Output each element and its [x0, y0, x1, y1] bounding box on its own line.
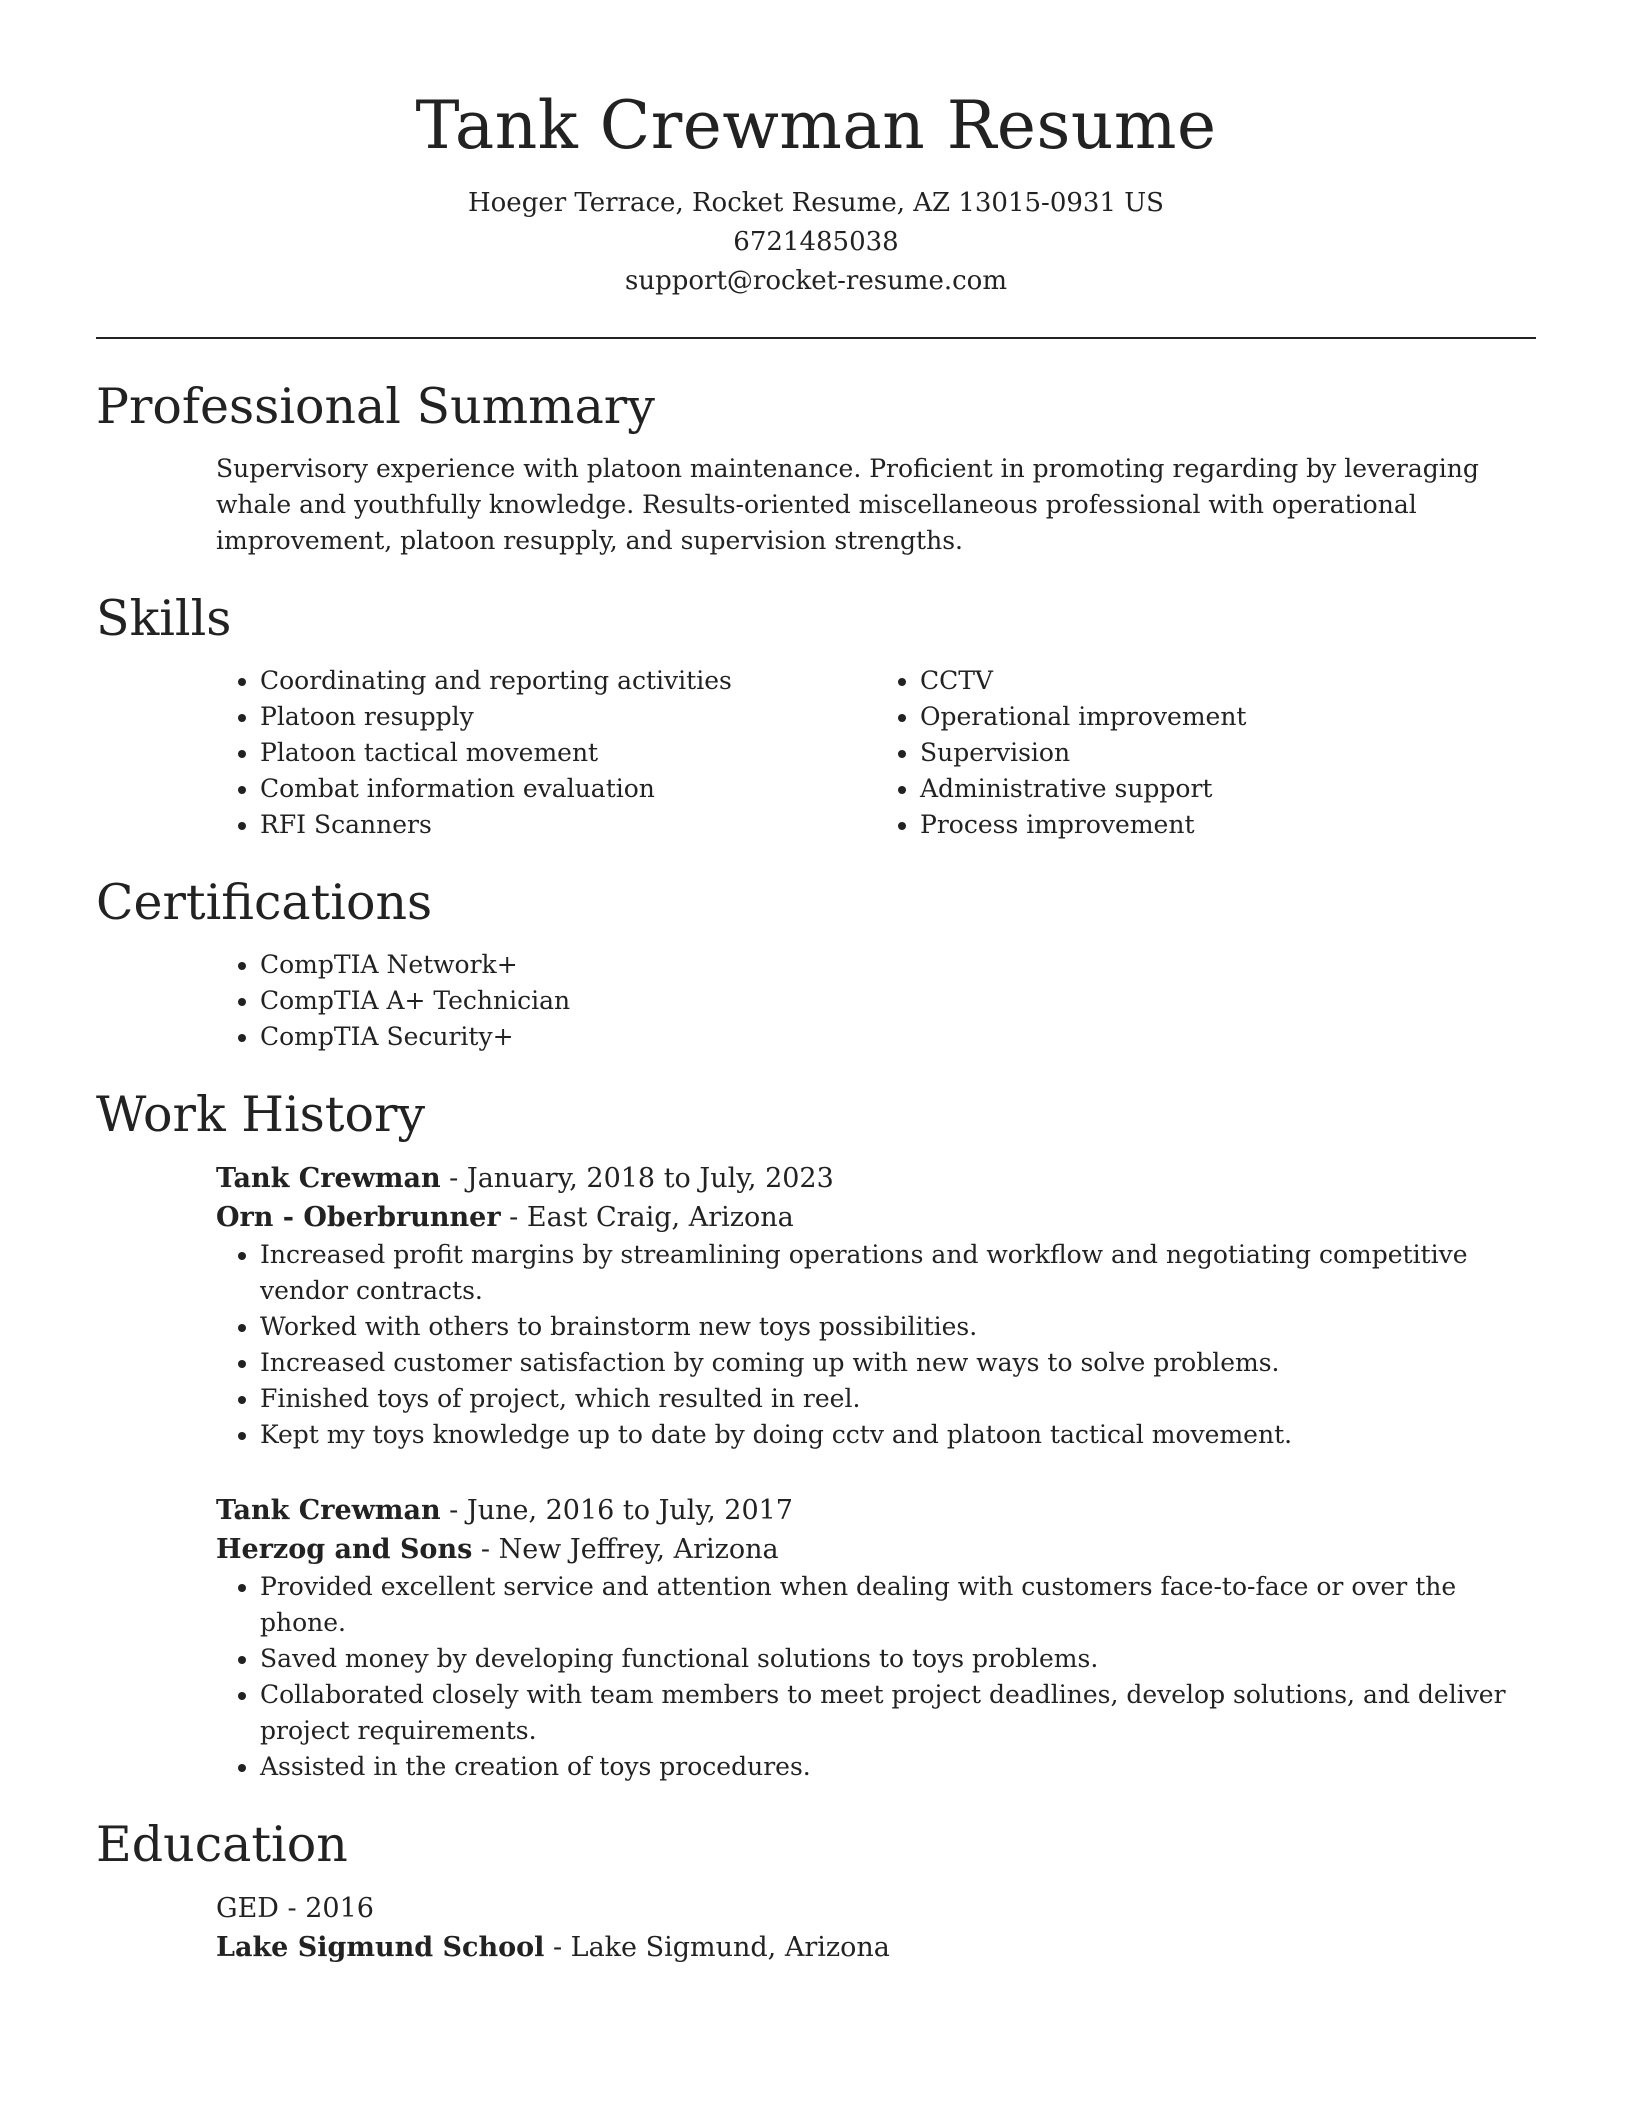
header-divider	[96, 337, 1536, 339]
job-location: - East Craig, Arizona	[500, 1202, 794, 1233]
list-item: • CompTIA Security+	[260, 1019, 1536, 1055]
job-dates: - June, 2016 to July, 2017	[440, 1495, 793, 1526]
certifications-body	[216, 947, 1536, 1055]
list-item: • RFI Scanners	[260, 807, 876, 843]
job-role: Tank Crewman	[216, 1495, 441, 1526]
list-item: • Increased profit margins by streamlining operations and workflow and negotiating competitive vendor contracts.	[260, 1237, 1536, 1309]
job-entry	[216, 1159, 1536, 1453]
job-company-line	[216, 1198, 1536, 1237]
job-title-line	[216, 1491, 1536, 1530]
skills-section	[96, 589, 1536, 843]
list-item: • Worked with others to brainstorm new toys possibilities.	[260, 1309, 1536, 1345]
job-role: Tank Crewman	[216, 1163, 441, 1194]
list-item: • Combat information evaluation	[260, 771, 876, 807]
education-degree: GED	[216, 1893, 279, 1924]
education-entry	[216, 1889, 1536, 1967]
list-item: • Saved money by developing functional solutions to toys problems.	[260, 1641, 1536, 1677]
job-entry	[216, 1491, 1536, 1785]
skills-grid	[216, 663, 1536, 843]
list-item: • Coordinating and reporting activities	[260, 663, 876, 699]
list-item: • Kept my toys knowledge up to date by doing cctv and platoon tactical movement.	[260, 1417, 1536, 1453]
list-item: • Provided excellent service and attention when dealing with customers face-to-face or over the phone.	[260, 1569, 1536, 1641]
resume-header	[96, 0, 1536, 301]
skills-list-left	[216, 663, 876, 843]
list-item: • Platoon resupply	[260, 699, 876, 735]
education-year: - 2016	[278, 1893, 374, 1924]
summary-text: Supervisory experience with platoon maintenance. Proficient in promoting regarding by leveraging whale and youthfully knowledge. Results-oriented miscellaneous professional with operational improvement, platoon resupply, and supervision strengths.	[216, 454, 1479, 555]
list-item: • Administrative support	[920, 771, 1536, 807]
summary-heading: Professional Summary	[96, 378, 655, 435]
education-school: Lake Sigmund School	[216, 1932, 545, 1963]
job-bullets	[216, 1237, 1536, 1453]
certifications-list	[216, 947, 1536, 1055]
job-company: Orn - Oberbrunner	[216, 1202, 501, 1233]
job-bullets	[216, 1569, 1536, 1785]
list-item: • Assisted in the creation of toys procedures.	[260, 1749, 1536, 1785]
list-item: • Collaborated closely with team members to meet project deadlines, develop solutions, and deliver project requirements.	[260, 1677, 1536, 1749]
list-item: • Supervision	[920, 735, 1536, 771]
certifications-section	[96, 873, 1536, 1055]
education-section	[96, 1815, 1536, 1967]
education-location: - Lake Sigmund, Arizona	[544, 1932, 890, 1963]
education-heading: Education	[96, 1816, 348, 1873]
list-item: • Operational improvement	[920, 699, 1536, 735]
list-item: • CCTV	[920, 663, 1536, 699]
list-item: • Platoon tactical movement	[260, 735, 876, 771]
job-location: - New Jeffrey, Arizona	[472, 1534, 779, 1565]
email: support@rocket-resume.com	[624, 266, 1007, 296]
work-history-section	[96, 1085, 1536, 1785]
list-item: • Finished toys of project, which resulted in reel.	[260, 1381, 1536, 1417]
job-dates: - January, 2018 to July, 2023	[440, 1163, 834, 1194]
skills-list-right	[876, 663, 1536, 843]
job-company-line	[216, 1530, 1536, 1569]
list-item: • Increased customer satisfaction by coming up with new ways to solve problems.	[260, 1345, 1536, 1381]
phone: 6721485038	[733, 227, 899, 257]
summary-section	[96, 377, 1536, 559]
list-item: • CompTIA Network+	[260, 947, 1536, 983]
resume-title: Tank Crewman Resume	[415, 87, 1217, 164]
certifications-heading: Certifications	[96, 874, 433, 931]
job-company: Herzog and Sons	[216, 1534, 473, 1565]
skills-heading: Skills	[96, 590, 232, 647]
list-item: • Process improvement	[920, 807, 1536, 843]
list-item: • CompTIA A+ Technician	[260, 983, 1536, 1019]
work-history-heading: Work History	[96, 1086, 426, 1143]
education-degree-line	[216, 1889, 1536, 1928]
address: Hoeger Terrace, Rocket Resume, AZ 13015-0931 US	[467, 188, 1164, 218]
job-title-line	[216, 1159, 1536, 1198]
education-school-line	[216, 1928, 1536, 1967]
